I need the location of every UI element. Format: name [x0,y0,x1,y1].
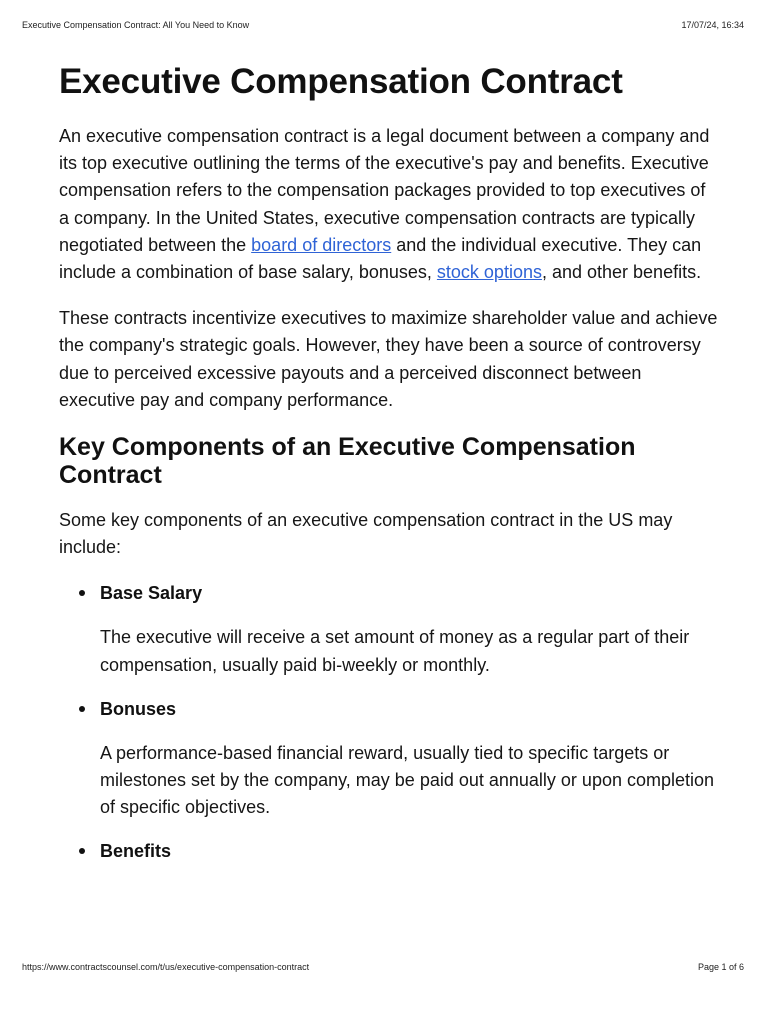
print-header-datetime: 17/07/24, 16:34 [681,20,744,30]
intro-text-end: , and other benefits. [541,262,702,283]
list-item-description: A performance-based financial reward, usually tied to specific targets or milestones set by the company, may be paid out annually or upon completion of specific objectives. [100,742,715,818]
print-header [22,20,744,30]
second-paragraph: These contracts incentivize executives to maximize shareholder value and achieve the company's strategic goals. However, they have been a source of controversy due to perceived excessive payouts and a perceived disconnect between executive pay and company performance. [59,308,718,410]
bullet-icon [79,590,85,596]
page-title: Executive Compensation Contract [59,62,623,101]
intro-text-middle: and the individual executive. They can include a combination of base salary, bonuses, [59,234,702,283]
list-item-title: Base Salary [100,583,203,604]
list-item-description: The executive will receive a set amount of money as a regular part of their compensation, usually paid bi-weekly or monthly. [100,627,690,675]
list-item-benefits [59,838,719,865]
print-footer [22,962,744,972]
article [59,60,719,865]
list-item-base-salary [59,580,719,678]
bullet-icon [79,706,85,712]
list-item-title: Bonuses [100,698,177,719]
print-footer-page: Page 1 of 6 [697,962,744,972]
list-item-title: Benefits [100,841,172,862]
print-header-title: Executive Compensation Contract: All You Need to Know [22,20,250,30]
bullet-icon [79,848,85,854]
list-item-bonuses [59,696,719,822]
board-of-directors-link[interactable]: board of directors [251,234,392,255]
print-footer-url: https://www.contractscounsel.com/t/us/executive-compensation-contract [22,962,310,972]
section-heading: Key Components of an Executive Compensation Contract [59,433,636,490]
intro-paragraph [59,123,719,286]
section-intro: Some key components of an executive compensation contract in the US may include: [59,510,673,558]
components-list [59,580,719,865]
stock-options-link[interactable]: stock options [436,262,542,283]
intro-text-start: An executive compensation contract is a legal document between a company and its top executive outlining the terms of the executive's pay and benefits. Executive compensation refers to the compensation packages provided to top executives of a company. In the United States, executive compensation contracts are typically negotiated between the [59,126,710,255]
